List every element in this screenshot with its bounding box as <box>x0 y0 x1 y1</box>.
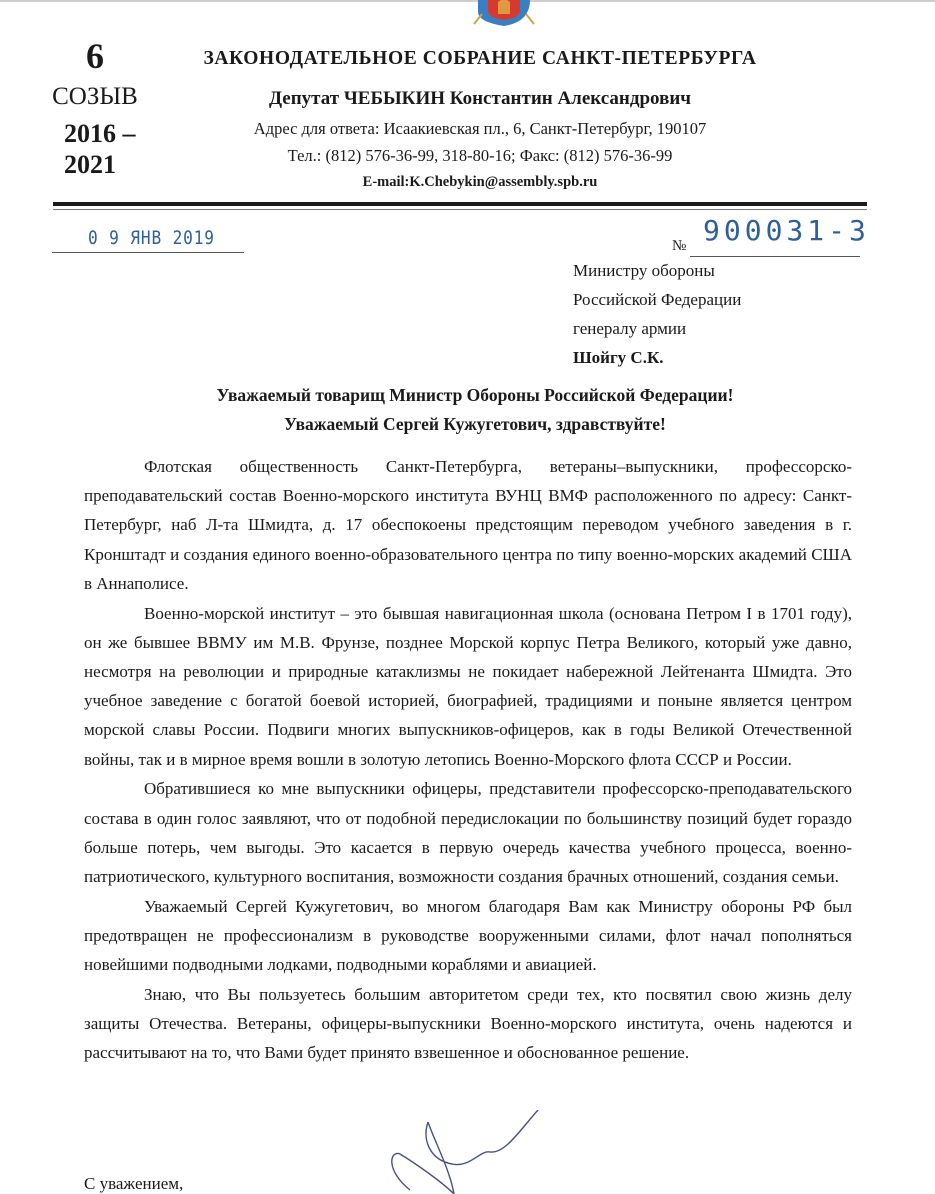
organization-name: ЗАКОНОДАТЕЛЬНОЕ СОБРАНИЕ САНКТ-ПЕТЕРБУРГА <box>203 48 757 69</box>
addressee-line-1: Министру обороны <box>573 261 715 280</box>
body-paragraph: Военно-морской институт – это бывшая навигационная школа (основана Петром I в 1701 году), он же бывшее ВВМУ им М.В. Фрунзе, позднее Морской корпус Петра Великого, который уже давно, несмотря на революции и природные катаклизмы не покидает набережной Лейтенанта Шмидта. Это учебное заведение с богатой боевой историей, биографией, традициями и поныне является центром морской славы России. Подвиги многих выпускников-офицеров, как в годы Великой Отечественной войны, так и в мирное время вошли в золотую летопись Военно-Морского флота СССР и России. <box>84 603 852 769</box>
addressee-name: Шойгу С.К. <box>573 348 664 367</box>
number-sign: № <box>672 238 687 254</box>
body-paragraph: Обратившиеся ко мне выпускники офицеры, представители профессорско-преподавательского состава в один голос заявляют, что от подобной передислокации по большинству позиций будет гораздо больше потерь, чем выгоды. Это касается в первую очередь качества учебного процесса, военно-патриотического, культурного воспитания, возможности создания брачных отношений, создания семьи. <box>84 779 852 887</box>
deputy-name: Депутат ЧЕБЫКИН Константин Александрович <box>269 88 691 109</box>
convocation-number: 6 <box>86 36 104 76</box>
date-underline <box>52 252 244 253</box>
phone-fax: Тел.: (812) 576-36-99, 318-80-16; Факс: (812) 576-36-99 <box>287 146 673 165</box>
handwritten-signature <box>370 1110 540 1194</box>
salutation-line-1: Уважаемый товарищ Министр Обороны Российской Федерации! <box>216 385 734 405</box>
salutation-line-2: Уважаемый Сергей Кужугетович, здравствуйте! <box>284 414 666 434</box>
letterhead-divider-thick <box>53 202 867 206</box>
convocation-block <box>40 36 150 180</box>
date-stamp: 0 9 ЯНВ 2019 <box>88 227 215 249</box>
convocation-label: СОЗЫВ <box>52 83 138 110</box>
reply-address: Адрес для ответа: Исаакиевская пл., 6, Санкт-Петербург, 190107 <box>253 119 707 138</box>
convocation-years-end: 2021 <box>64 150 116 179</box>
addressee-block <box>573 256 741 372</box>
closing-phrase: С уважением, <box>84 1174 184 1193</box>
letterhead-divider-thin <box>53 209 867 210</box>
email-address: E-mail:K.Chebykin@assembly.spb.ru <box>362 174 598 190</box>
addressee-line-2: Российской Федерации <box>573 290 742 309</box>
registration-number-stamp: 900031-3 <box>703 214 870 247</box>
coat-of-arms-emblem <box>468 0 540 28</box>
body-paragraph: Знаю, что Вы пользуетесь большим авторитетом среди тех, кто посвятил свою жизнь делу защиты Отечества. Ветераны, офицеры-выпускники Военно-морского института, очень надеются и рассчитывают на то, что Вами будет принято взвешенное и обоснованное решение. <box>84 985 852 1063</box>
convocation-years-start: 2016 – <box>64 119 136 148</box>
addressee-line-3: генералу армии <box>573 319 687 338</box>
body-paragraph: Уважаемый Сергей Кужугетович, во многом благодаря Вам как Министру обороны РФ был предотвращен не профессионализм в руководстве вооруженными силами, флот начал пополняться новейшими подводными лодками, подводными кораблями и авиацией. <box>84 896 852 975</box>
body-paragraph: Флотская общественность Санкт-Петербурга, ветераны–выпускники, профессорско-преподавательский состав Военно-морского института ВУНЦ ВМФ расположенного по адресу: Санкт-Петербург, наб Л-та Шмидта, д. 17 обеспокоены предстоящим переводом учебного заведения в г. Кронштадт и создания единого военно-образовательного центра по типу военно-морских академий США в Аннаполисе. <box>84 457 852 593</box>
letter-body <box>84 452 852 1068</box>
